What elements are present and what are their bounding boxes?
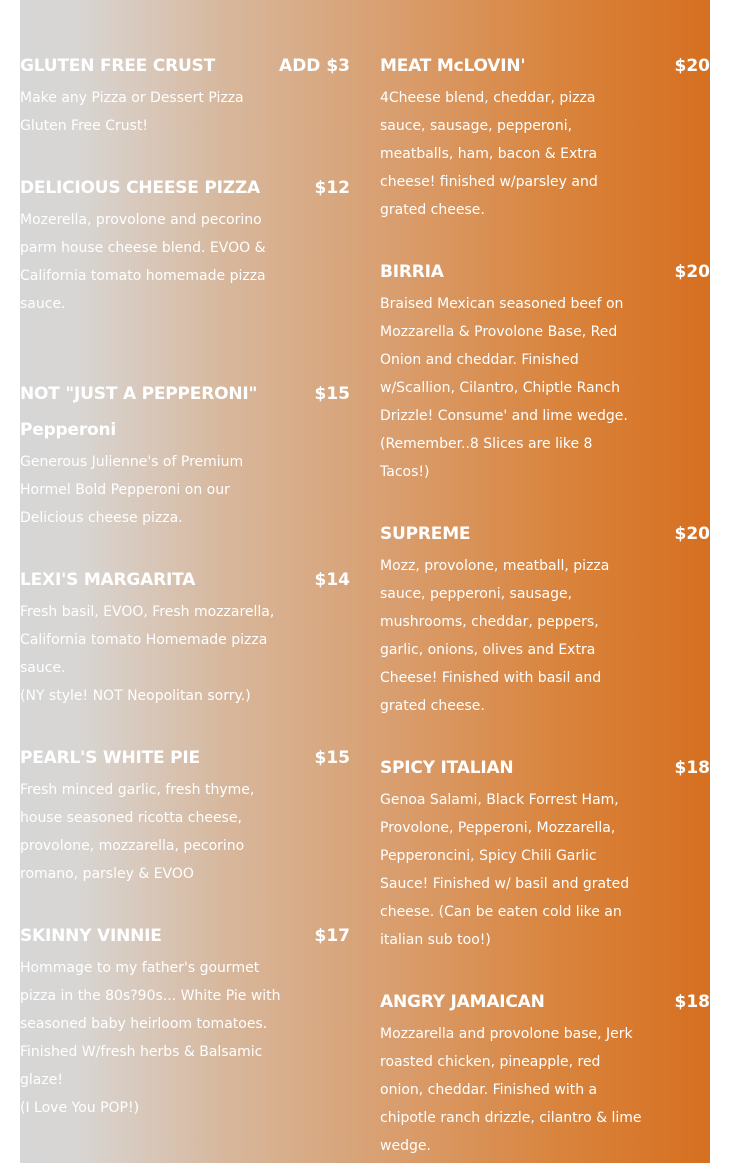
item-name: SUPREME (380, 524, 471, 544)
item-name: MEAT McLOVIN' (380, 56, 526, 76)
menu-item-pearls-white-pie (20, 740, 350, 888)
menu-item-not-just-a-pepperoni (20, 376, 350, 532)
item-name: PEARL'S WHITE PIE (20, 748, 200, 768)
item-price: $12 (314, 178, 350, 198)
item-description: Fresh minced garlic, fresh thyme, house seasoned ricotta cheese, provolone, mozzarella, pecorino romano, parsley & EVOO (20, 782, 255, 882)
item-description: Fresh basil, EVOO, Fresh mozzarella, California tomato Homemade pizza sauce. (NY style! NOT Neopolitan sorry.) (20, 604, 275, 704)
item-price: $17 (314, 926, 350, 946)
item-description: Braised Mexican seasoned beef on Mozzarella & Provolone Base, Red Onion and cheddar. Finished w/Scallion, Cilantro, Chiptle Ranch Drizzle! Consume' and lime wedge. (Remember..8 Slices are like 8 Tacos!) (380, 296, 628, 480)
item-price: $15 (314, 384, 350, 404)
item-description: Mozzarella and provolone base, Jerk roasted chicken, pineapple, red onion, cheddar. Finished with a chipotle ranch drizzle, cilantro & lime wedge. (380, 1026, 642, 1154)
item-description: Generous Julienne's of Premium Hormel Bold Pepperoni on our Delicious cheese pizza. (20, 454, 244, 526)
item-name: BIRRIA (380, 262, 444, 282)
item-description: Hommage to my father's gourmet pizza in the 80s?90s... White Pie with seasoned baby heirloom tomatoes. Finished W/fresh herbs & Balsamic glaze! (I Love You POP!) (20, 960, 281, 1116)
menu-item-lexis-margarita (20, 562, 350, 710)
item-price: $14 (314, 570, 350, 590)
item-name: LEXI'S MARGARITA (20, 570, 196, 590)
item-name: SKINNY VINNIE (20, 926, 162, 946)
menu-item-gluten-free-crust (20, 48, 350, 140)
menu-item-spicy-italian (380, 750, 710, 954)
item-price: $20 (674, 56, 710, 76)
item-price: $15 (314, 748, 350, 768)
menu-item-birria (380, 254, 710, 486)
item-price: $20 (674, 524, 710, 544)
item-description: Mozerella, provolone and pecorino parm house cheese blend. EVOO & California tomato homemade pizza sauce. (20, 212, 266, 312)
item-name: NOT "JUST A PEPPERONI" Pepperoni (20, 384, 258, 440)
menu-item-skinny-vinnie (20, 918, 350, 1122)
item-price: ADD $3 (279, 56, 350, 76)
item-description: 4Cheese blend, cheddar, pizza sauce, sausage, pepperoni, meatballs, ham, bacon & Extra cheese! finished w/parsley and grated cheese. (380, 90, 598, 218)
item-name: ANGRY JAMAICAN (380, 992, 545, 1012)
menu-item-angry-jamaican (380, 984, 710, 1160)
menu-panel (20, 0, 710, 1163)
item-price: $20 (674, 262, 710, 282)
item-description: Genoa Salami, Black Forrest Ham, Provolone, Pepperoni, Mozzarella, Pepperoncini, Spicy Chili Garlic Sauce! Finished w/ basil and grated cheese. (Can be eaten cold like an italian sub too!) (380, 792, 630, 948)
item-description: Mozz, provolone, meatball, pizza sauce, pepperoni, sausage, mushrooms, cheddar, peppers, garlic, onions, olives and Extra Cheese! Finished with basil and grated cheese. (380, 558, 610, 714)
item-name: DELICIOUS CHEESE PIZZA (20, 178, 260, 198)
menu-item-supreme (380, 516, 710, 720)
item-price: $18 (674, 992, 710, 1012)
item-price: $18 (674, 758, 710, 778)
item-name: GLUTEN FREE CRUST (20, 56, 215, 76)
menu-item-meat-mclovin (380, 48, 710, 224)
item-description: Make any Pizza or Dessert Pizza Gluten Free Crust! (20, 90, 244, 134)
item-name: SPICY ITALIAN (380, 758, 514, 778)
menu-item-delicious-cheese-pizza (20, 170, 350, 318)
